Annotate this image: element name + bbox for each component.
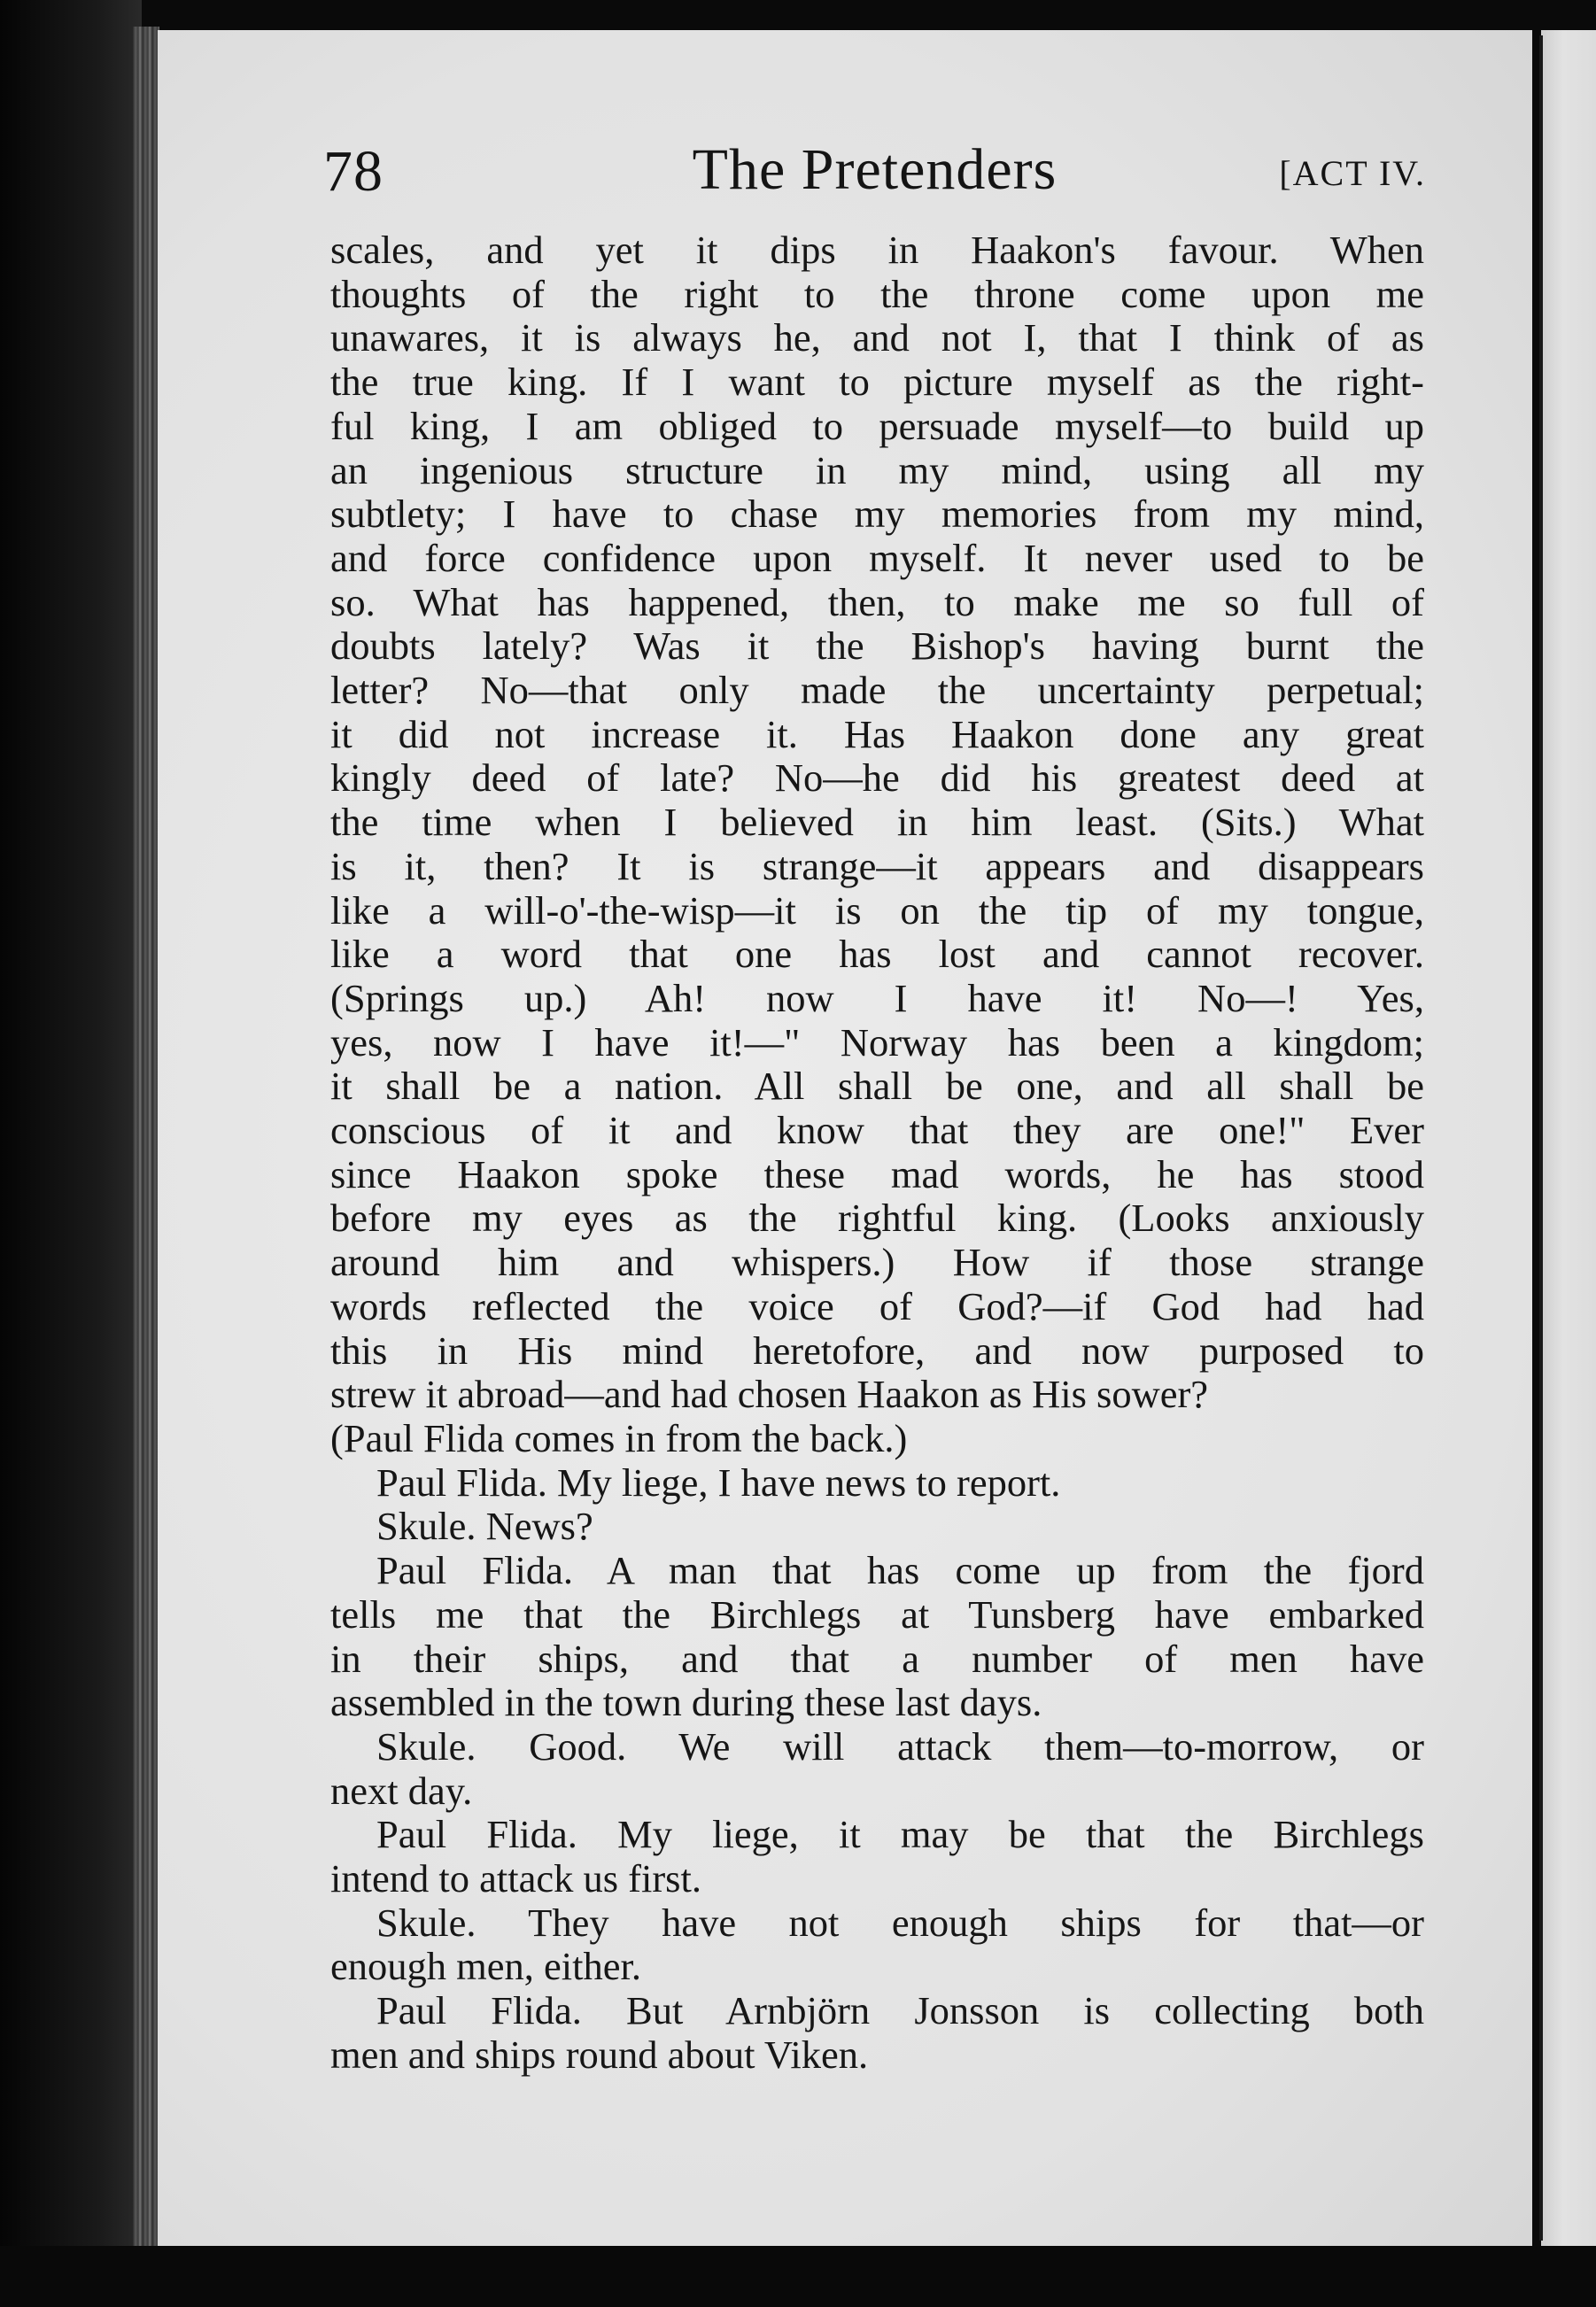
text-line: subtlety; I have to chase my memories from my mind,: [330, 492, 1424, 537]
text-line: enough men, either.: [330, 1944, 641, 1989]
text-line: in their ships, and that a number of men have: [330, 1636, 1424, 1681]
dialogue-line: Skule. News?: [376, 1504, 593, 1549]
text-line: next day.: [330, 1768, 473, 1813]
text-line: words reflected the voice of God?—if God had had: [330, 1283, 1424, 1328]
text-line: is it, then? It is strange—it appears and disappears: [330, 843, 1424, 888]
dialogue-line: Skule. Good. We will attack them—to-morrow, or: [376, 1723, 1424, 1769]
text-line: strew it abroad—and had chosen Haakon as His sower?: [330, 1372, 1209, 1417]
text-line: this in His mind heretofore, and now purposed to: [330, 1328, 1424, 1373]
text-line: the time when I believed in him least. (Sits.) What: [330, 800, 1424, 845]
dialogue-line: Paul Flida. My liege, I have news to report.: [376, 1459, 1061, 1505]
running-title: The Pretenders: [692, 137, 1058, 202]
text-line: around him and whispers.) How if those strange: [330, 1240, 1424, 1285]
scan-left-border: [0, 0, 142, 2307]
dialogue-line: Skule. They have not enough ships for that—or: [376, 1900, 1424, 1945]
act-label: [ACT IV.: [1279, 153, 1426, 193]
scan-bottom-border: [0, 2246, 1596, 2307]
text-line: intend to attack us first.: [330, 1856, 701, 1901]
text-line: kingly deed of late? No—he did his greatest deed at: [330, 755, 1424, 801]
text-line: letter? No—that only made the uncertainty perpetual;: [330, 668, 1424, 713]
text-line: so. What has happened, then, to make me so full of: [330, 579, 1424, 624]
page-header: [323, 133, 1426, 213]
text-line: assembled in the town during these last days.: [330, 1680, 1042, 1725]
text-line: before my eyes as the rightful king. (Looks anxiously: [330, 1196, 1424, 1241]
stage-direction: (Paul Flida comes in from the back.): [330, 1415, 908, 1460]
text-line: like a word that one has lost and cannot recover.: [330, 932, 1424, 977]
text-line: it did not increase it. Has Haakon done any great: [330, 711, 1424, 756]
scan-top-border: [0, 0, 1596, 30]
adjacent-page-edge: [1541, 30, 1596, 2246]
text-line: an ingenious structure in my mind, using all my: [330, 447, 1424, 492]
text-line: doubts lately? Was it the Bishop's having burnt the: [330, 623, 1424, 669]
dialogue-line: Paul Flida. My liege, it may be that the Birchlegs: [376, 1812, 1424, 1857]
text-line: since Haakon spoke these mad words, he has stood: [330, 1151, 1424, 1196]
text-line: tells me that the Birchlegs at Tunsberg have embarked: [330, 1591, 1424, 1637]
text-line: like a will-o'-the-wisp—it is on the tip of my tongue,: [330, 887, 1424, 933]
book-binding-edge: [133, 27, 159, 2267]
text-line: thoughts of the right to the throne come upon me: [330, 271, 1424, 316]
page-number: 78: [323, 139, 384, 204]
text-line: yes, now I have it!—" Norway has been a kingdom;: [330, 1019, 1424, 1064]
text-line: unawares, it is always he, and not I, that I think of as: [330, 315, 1424, 360]
text-line: and force confidence upon myself. It never used to be: [330, 535, 1424, 580]
text-line: ful king, I am obliged to persuade myself—to build up: [330, 403, 1424, 448]
text-line: scales, and yet it dips in Haakon's favour. When: [330, 228, 1424, 272]
text-line: (Springs up.) Ah! now I have it! No—! Yes,: [330, 975, 1424, 1020]
page-edge-rule: [1539, 35, 1543, 2241]
text-line: it shall be a nation. All shall be one, and all shall be: [330, 1064, 1424, 1109]
text-line: conscious of it and know that they are one!" Ever: [330, 1108, 1424, 1153]
text-line: men and ships round about Viken.: [330, 2032, 869, 2077]
dialogue-line: Paul Flida. But Arnbjörn Jonsson is collecting both: [376, 1988, 1424, 2033]
dialogue-line: Paul Flida. A man that has come up from the fjord: [376, 1548, 1424, 1593]
text-line: the true king. If I want to picture myself as the right-: [330, 360, 1424, 405]
body-text: [330, 228, 1424, 2078]
